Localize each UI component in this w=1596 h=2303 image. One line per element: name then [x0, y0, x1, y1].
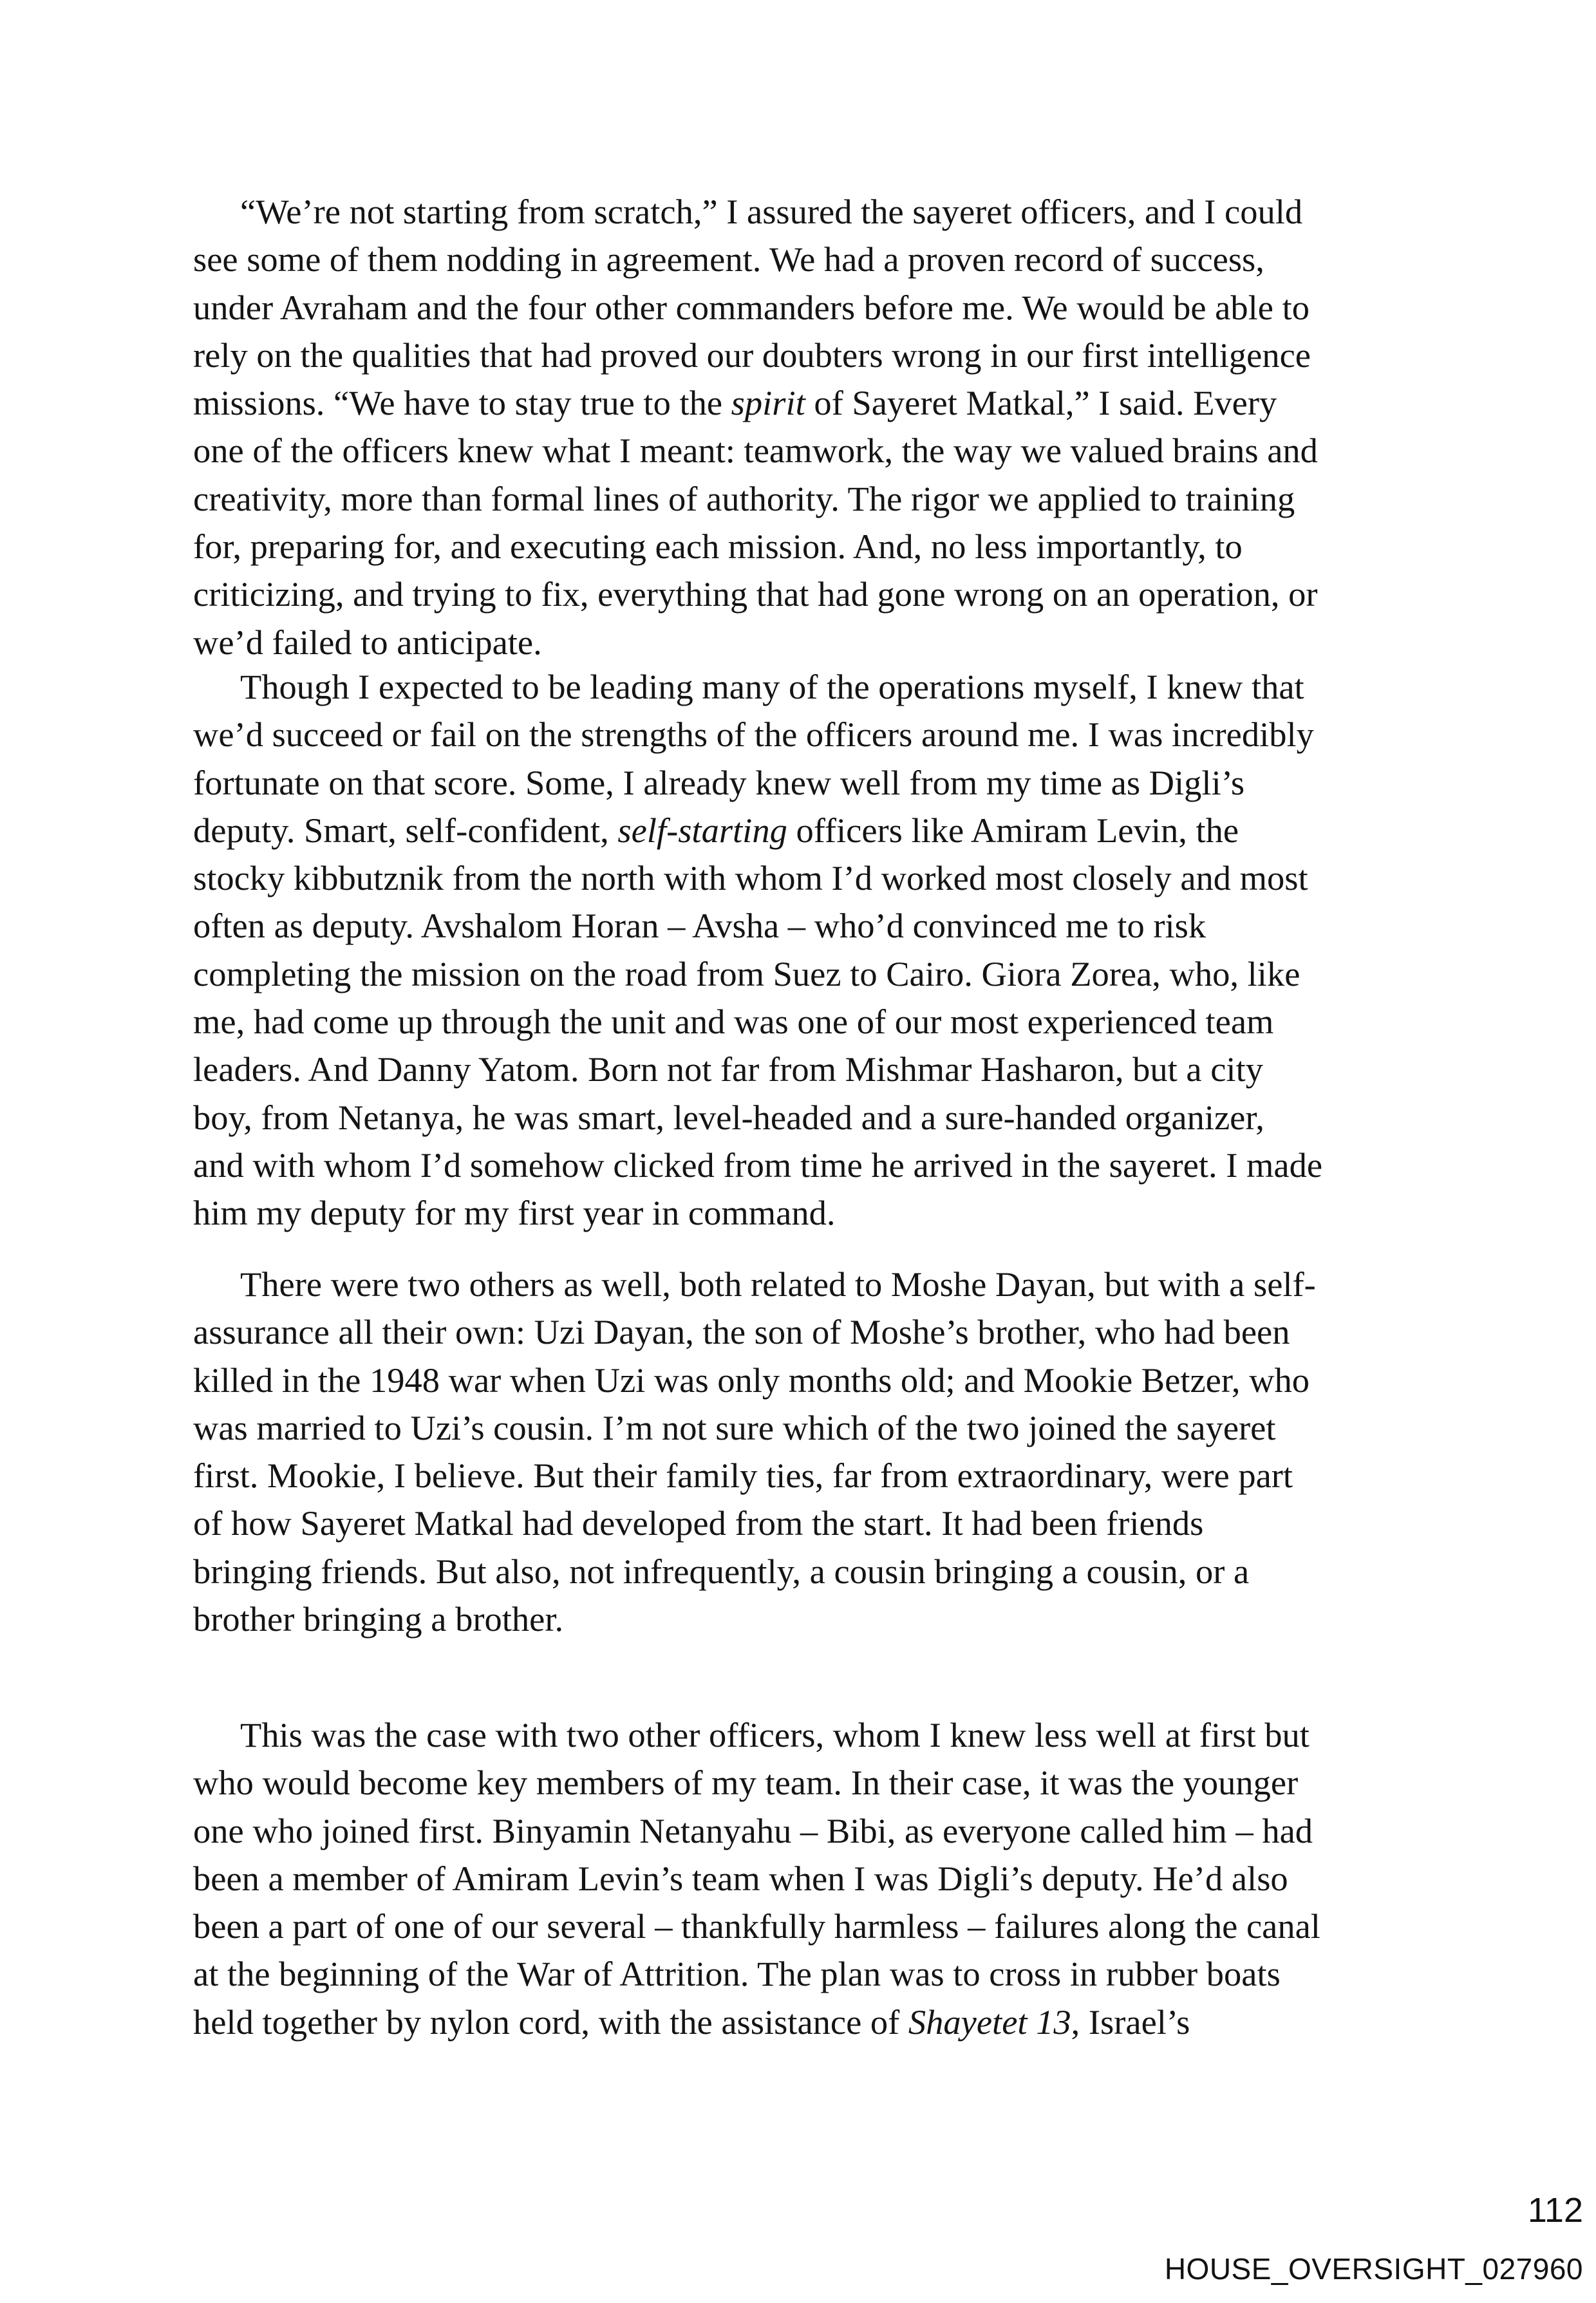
text-line: [193, 1595, 1316, 1643]
text-line: [193, 1903, 1320, 1950]
text-line: [193, 523, 1318, 570]
italic-text: spirit: [731, 383, 805, 423]
text-run: Though I expected to be leading many of the operations myself, I knew that: [240, 667, 1304, 706]
text-run: see some of them nodding in agreement. We had a proven record of success,: [193, 240, 1264, 279]
text-run: under Avraham and the four other commanders before me. We would be able to: [193, 287, 1310, 327]
paragraph: [193, 188, 1318, 666]
text-run: been a member of Amiram Levin’s team when I was Digli’s deputy. He’d also: [193, 1858, 1288, 1898]
text-line: [193, 1261, 1316, 1308]
text-run: of Sayeret Matkal,” I said. Every: [805, 383, 1277, 423]
text-line: [193, 1548, 1316, 1595]
text-line: [193, 1404, 1316, 1452]
text-run: was married to Uzi’s cousin. I’m not sure which of the two joined the sayeret: [193, 1407, 1276, 1447]
text-line: [193, 1759, 1320, 1807]
text-run: This was the case with two other officers, whom I knew less well at first but: [240, 1715, 1310, 1754]
text-line: [193, 236, 1318, 283]
text-run: been a part of one of our several – thankfully harmless – failures along the canal: [193, 1906, 1320, 1946]
text-line: [193, 950, 1322, 998]
text-run: leaders. And Danny Yatom. Born not far from Mishmar Hasharon, but a city: [193, 1049, 1263, 1089]
text-run: him my deputy for my first year in command.: [193, 1193, 836, 1233]
bates-number: HOUSE_OVERSIGHT_027960: [1164, 2252, 1583, 2286]
italic-text: self-starting: [617, 810, 787, 850]
text-run: who would become key members of my team. In their case, it was the younger: [193, 1763, 1299, 1803]
text-run: rely on the qualities that had proved our doubters wrong in our first intelligence: [193, 335, 1311, 375]
text-run: we’d succeed or fail on the strengths of the officers around me. I was incredibly: [193, 715, 1314, 755]
text-line: [193, 663, 1322, 711]
text-run: officers like Amiram Levin, the: [787, 810, 1239, 850]
text-run: often as deputy. Avshalom Horan – Avsha – who’d convinced me to risk: [193, 906, 1206, 946]
text-line: [193, 998, 1322, 1046]
text-line: [193, 1452, 1316, 1499]
text-run: held together by nylon cord, with the assistance of: [193, 2002, 908, 2042]
text-run: one of the officers knew what I meant: teamwork, the way we valued brains and: [193, 431, 1318, 471]
text-line: [193, 332, 1318, 379]
text-line: [193, 619, 1318, 666]
text-line: [193, 1807, 1320, 1855]
text-run: creativity, more than formal lines of authority. The rigor we applied to training: [193, 478, 1295, 518]
text-line: [193, 427, 1318, 475]
text-line: [193, 570, 1318, 618]
text-line: [193, 1308, 1316, 1356]
text-run: we’d failed to anticipate.: [193, 622, 542, 662]
paragraph: [193, 1711, 1320, 2046]
text-run: first. Mookie, I believe. But their family ties, far from extraordinary, were part: [193, 1456, 1293, 1496]
text-line: [193, 902, 1322, 950]
text-run: at the beginning of the War of Attrition. The plan was to cross in rubber boats: [193, 1954, 1281, 1994]
text-line: [193, 1357, 1316, 1404]
text-line: [193, 1094, 1322, 1142]
text-run: deputy. Smart, self-confident,: [193, 810, 618, 850]
text-line: [193, 807, 1322, 854]
text-line: [193, 188, 1318, 236]
paragraph: [193, 1261, 1316, 1643]
text-line: [193, 1499, 1316, 1547]
text-run: and with whom I’d somehow clicked from time he arrived in the sayeret. I made: [193, 1145, 1323, 1185]
text-line: [193, 854, 1322, 902]
text-run: boy, from Netanya, he was smart, level-headed and a sure-handed organizer,: [193, 1097, 1264, 1137]
text-line: [193, 1142, 1322, 1189]
text-run: fortunate on that score. Some, I already knew well from my time as Digli’s: [193, 762, 1245, 802]
text-line: [193, 284, 1318, 332]
text-run: stocky kibbutznik from the north with whom I’d worked most closely and most: [193, 858, 1308, 898]
text-run: brother bringing a brother.: [193, 1599, 564, 1639]
text-run: criticizing, and trying to fix, everything that had gone wrong on an operation, or: [193, 574, 1318, 614]
text-line: [193, 1189, 1322, 1237]
page-number: 112: [1527, 2191, 1583, 2230]
paragraph: [193, 663, 1322, 1237]
text-line: [193, 379, 1318, 427]
text-run: completing the mission on the road from Suez to Cairo. Giora Zorea, who, like: [193, 954, 1300, 993]
text-line: [193, 1950, 1320, 1998]
text-run: me, had come up through the unit and was one of our most experienced team: [193, 1002, 1274, 1042]
text-line: [193, 475, 1318, 523]
italic-text: Shayetet 13: [908, 2002, 1071, 2042]
text-line: [193, 711, 1322, 758]
text-run: assurance all their own: Uzi Dayan, the son of Moshe’s brother, who had been: [193, 1312, 1290, 1352]
text-line: [193, 1998, 1320, 2046]
text-run: killed in the 1948 war when Uzi was only months old; and Mookie Betzer, who: [193, 1360, 1310, 1400]
text-run: “We’re not starting from scratch,” I assured the sayeret officers, and I could: [240, 192, 1303, 231]
text-run: one who joined first. Binyamin Netanyahu – Bibi, as everyone called him – had: [193, 1810, 1313, 1850]
text-line: [193, 1046, 1322, 1093]
text-run: of how Sayeret Matkal had developed from the start. It had been friends: [193, 1503, 1204, 1543]
text-run: missions. “We have to stay true to the: [193, 383, 731, 423]
text-run: for, preparing for, and executing each mission. And, no less importantly, to: [193, 527, 1243, 567]
text-run: bringing friends. But also, not infrequently, a cousin bringing a cousin, or a: [193, 1551, 1250, 1591]
text-run: There were two others as well, both related to Moshe Dayan, but with a self-: [240, 1264, 1316, 1304]
text-run: , Israel’s: [1071, 2002, 1190, 2042]
text-line: [193, 1855, 1320, 1903]
text-line: [193, 759, 1322, 807]
text-line: [193, 1711, 1320, 1759]
